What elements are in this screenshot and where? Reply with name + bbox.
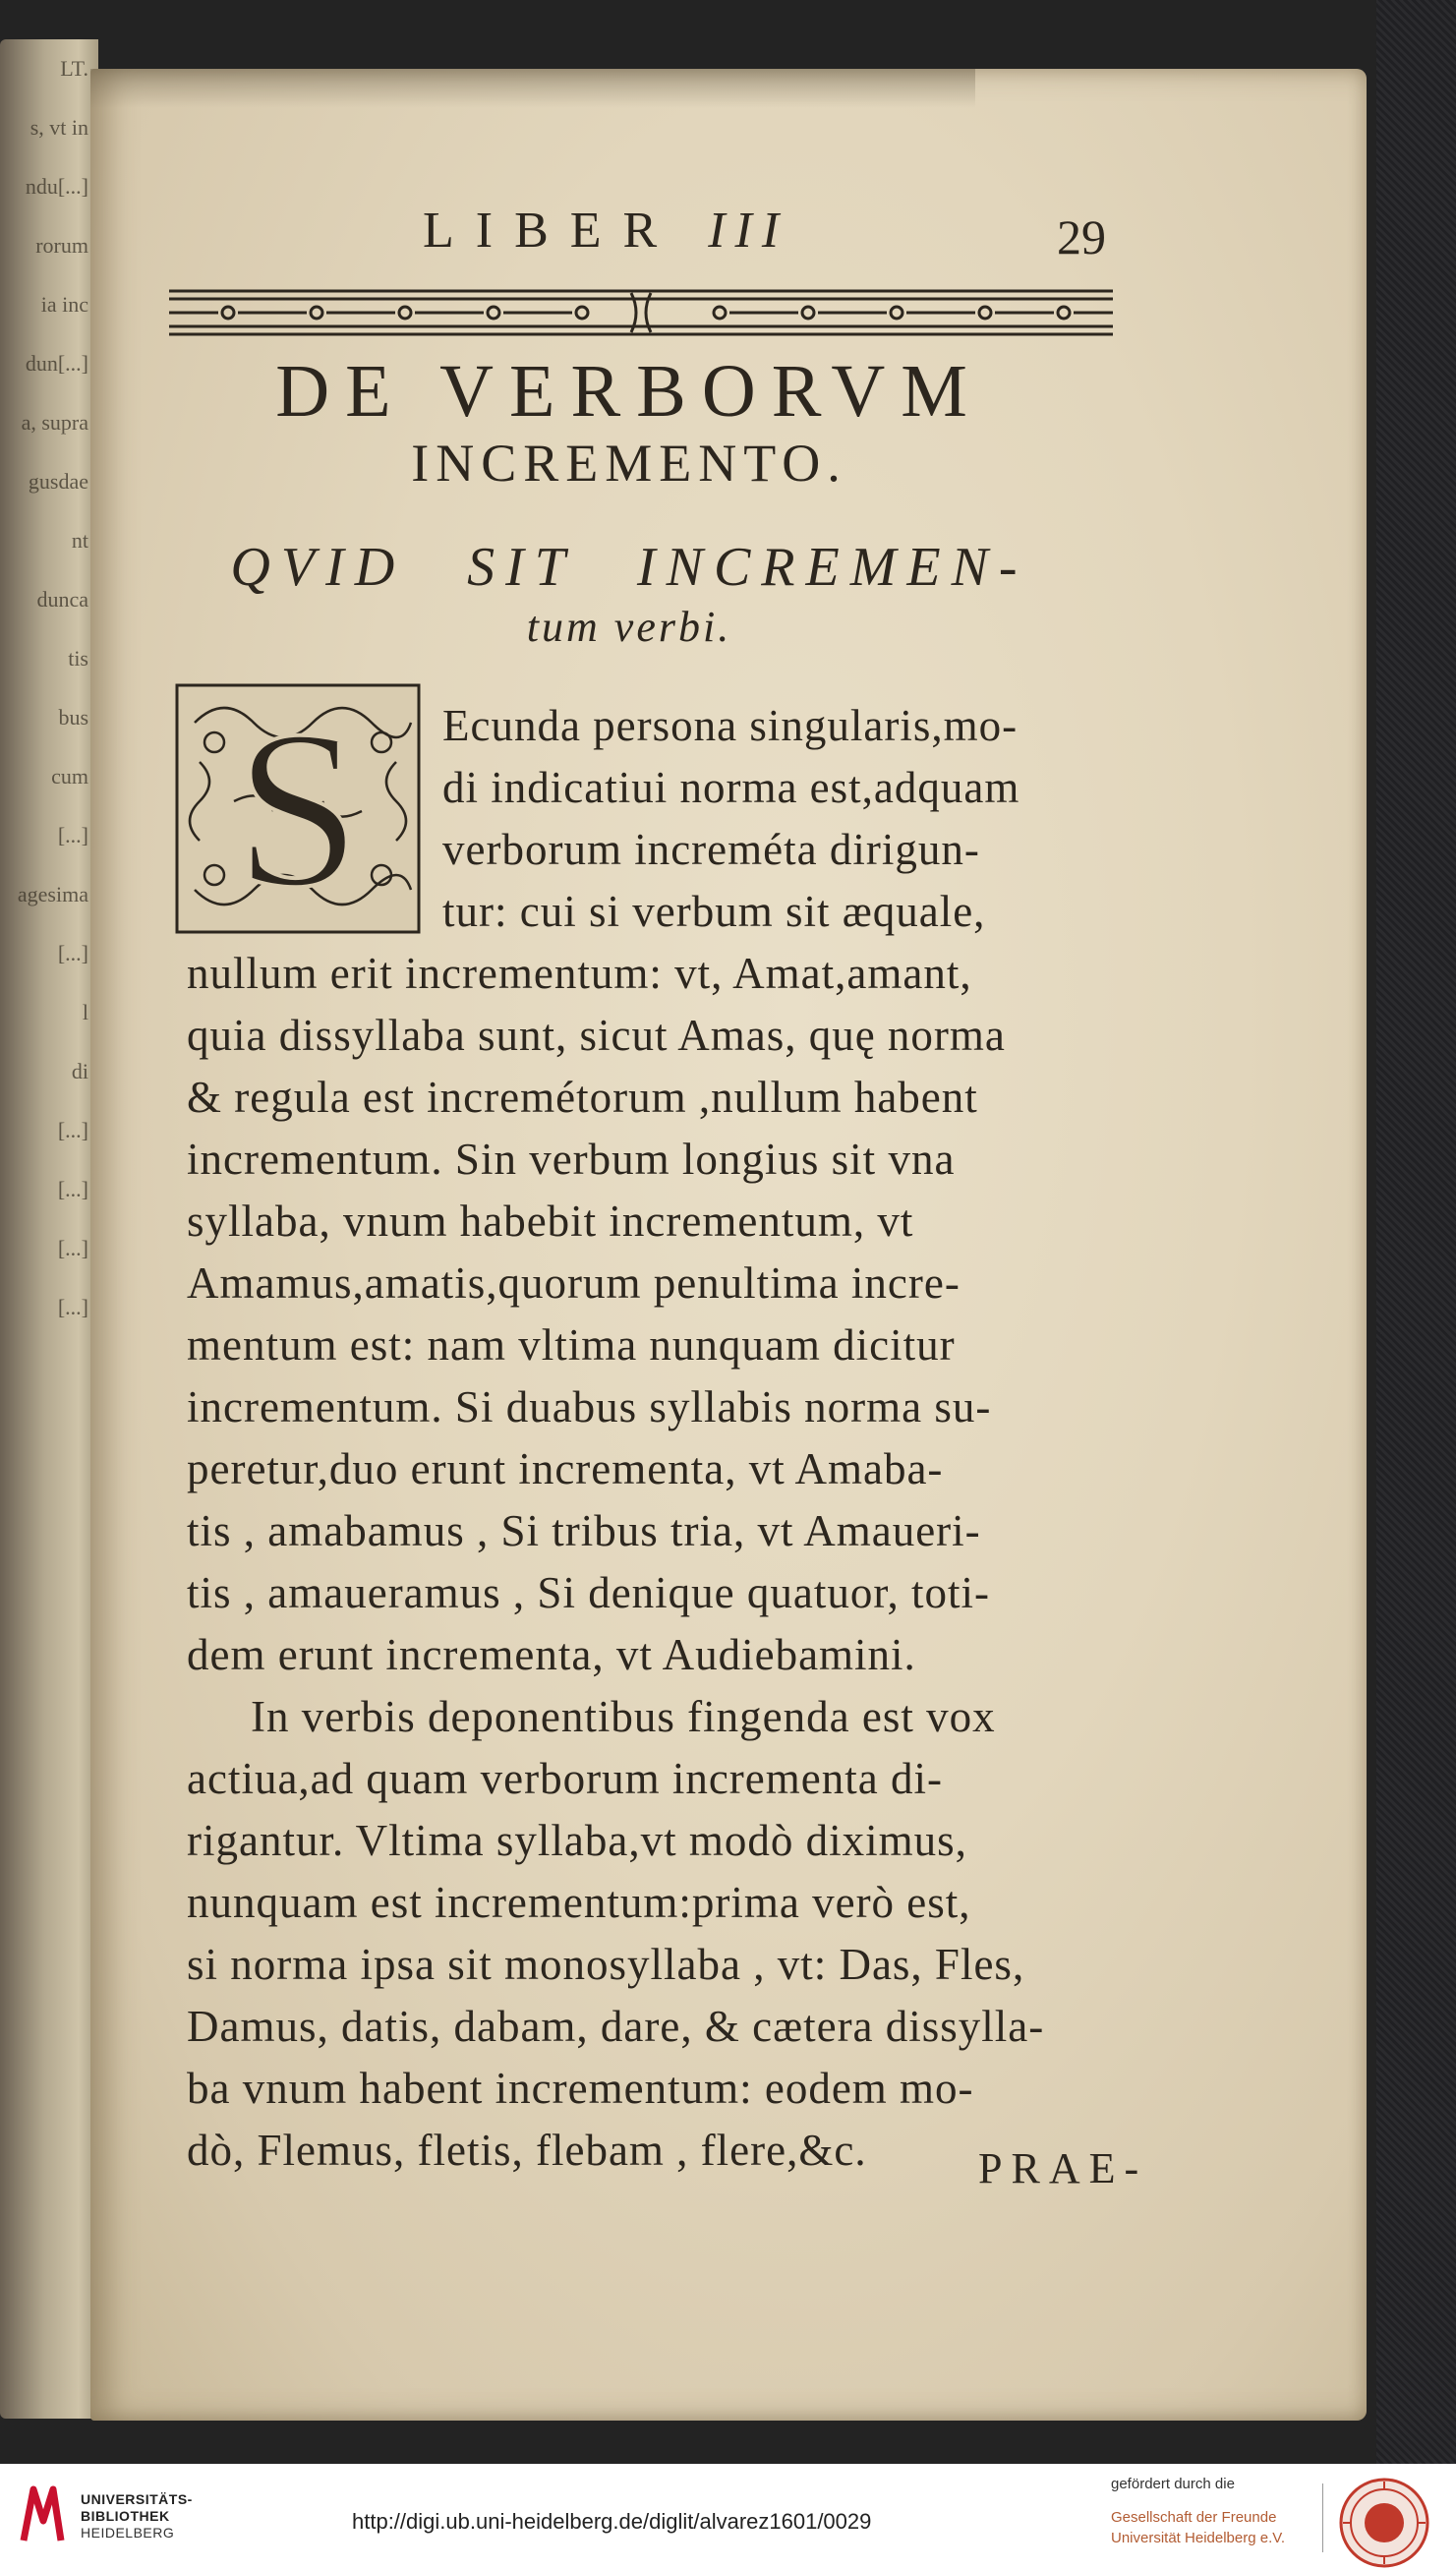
text-line: incrementum. Si duabus syllabis norma su-: [187, 1382, 992, 1431]
running-head-volume: III: [708, 203, 789, 259]
svg-text:S: S: [235, 683, 361, 934]
facing-page-edge: [0, 39, 98, 2419]
section-heading-continued: tum verbi.: [526, 603, 732, 651]
text-line: tis , amaueramus , Si denique quatuor, toti-: [187, 1568, 991, 1617]
sponsor-name-line1: Gesellschaft der Freunde: [1111, 2509, 1277, 2526]
chapter-title-continued: INCREMENTO.: [411, 434, 847, 493]
university-library-logo: [14, 2482, 67, 2552]
funded-by-label: gefördert durch die: [1111, 2476, 1235, 2492]
sponsor-name-line2: Universität Heidelberg e.V.: [1111, 2530, 1286, 2546]
facing-page-fragment: agesima: [17, 882, 88, 906]
facing-page-fragment: gusdae: [28, 469, 88, 494]
facing-page-fragment: [...]: [57, 941, 88, 965]
facing-page-fragment: [...]: [57, 823, 88, 847]
text-line: rigantur. Vltima syllaba,vt modò diximus,: [187, 1816, 967, 1865]
text-line: quia dissyllaba sunt, sicut Amas, quę norma: [187, 1011, 1006, 1060]
facing-page-fragment: l: [82, 1000, 88, 1024]
decorated-initial-s: [175, 683, 421, 934]
text-line: Amamus,amatis,quorum penultima incre-: [187, 1258, 961, 1308]
text-line: Damus, datis, dabam, dare, & cætera dissylla-: [187, 2002, 1045, 2051]
facing-page-fragment: dun[...]: [25, 351, 88, 376]
facing-page-margin-text: [2, 39, 94, 2301]
facing-page-fragment: [...]: [57, 1295, 88, 1319]
facing-page-fragment: dunca: [36, 587, 88, 612]
text-line: actiua,ad quam verborum incrementa di-: [187, 1754, 943, 1803]
text-line: mentum est: nam vltima nunquam dicitur: [187, 1320, 956, 1370]
page-shadow: [90, 69, 975, 108]
chapter-title: DE VERBORVM: [275, 350, 983, 433]
facing-page-fragment: bus: [58, 705, 88, 730]
text-line: & regula est incremétorum ,nullum habent: [187, 1073, 978, 1122]
text-line: dem erunt incrementa, vt Audiebamini.: [187, 1630, 916, 1679]
facing-page-fragment: di: [71, 1059, 88, 1083]
text-line: Ecunda persona singularis,mo-: [442, 701, 1019, 750]
facing-page-fragment: ia inc: [40, 292, 88, 317]
running-head: [423, 202, 788, 260]
text-line: nullum erit incrementum: vt, Amat,amant,: [187, 949, 972, 998]
library-name-line3: HEIDELBERG: [81, 2525, 175, 2541]
text-line: peretur,duo erunt incrementa, vt Amaba-: [187, 1444, 944, 1493]
library-name: [81, 2491, 193, 2541]
text-line: ba vnum habent incrementum: eodem mo-: [187, 2064, 974, 2113]
permalink-url[interactable]: http://digi.ub.uni-heidelberg.de/diglit/alvarez1601/0029: [352, 2509, 872, 2534]
facing-page-fragment: [...]: [57, 1177, 88, 1201]
facing-page-fragment: rorum: [35, 233, 88, 258]
viewer-footer: [0, 2464, 1456, 2570]
text-line: di indicatiui norma est,adquam: [442, 763, 1020, 812]
text-line: tur: cui si verbum sit æquale,: [442, 887, 986, 936]
text-line: syllaba, vnum habebit incrementum, vt: [187, 1197, 914, 1246]
text-line: tis , amabamus , Si tribus tria, vt Amaueri-: [187, 1506, 981, 1555]
library-name-line2: BIBLIOTHEK: [81, 2508, 170, 2524]
library-name-line1: UNIVERSITÄTS-: [81, 2491, 193, 2507]
facing-page-fragment: [...]: [57, 1118, 88, 1142]
text-line: dò, Flemus, fletis, flebam , flere,&c.: [187, 2126, 867, 2175]
facing-page-fragment: [...]: [57, 1236, 88, 1260]
catchword: PRAE-: [978, 2144, 1148, 2192]
running-head-liber: LIBER: [423, 203, 679, 259]
facing-page-fragment: LT.: [60, 56, 88, 81]
facing-page-fragment: a, supra: [21, 410, 88, 435]
facing-page-fragment: nt: [71, 528, 88, 553]
text-line: si norma ipsa sit monosyllaba , vt: Das, Fles,: [187, 1940, 1025, 1989]
ornamental-rule: [169, 285, 1113, 340]
facing-page-fragment: s, vt in: [29, 115, 88, 140]
book-cover-cloth: [1376, 0, 1456, 2464]
sponsor-seal-icon: [1337, 2476, 1431, 2570]
text-line: In verbis deponentibus fingenda est vox: [251, 1692, 996, 1741]
text-line: verborum increméta dirigun-: [442, 825, 980, 874]
section-heading: QVID SIT INCREMEN-: [230, 537, 1028, 598]
page-number: 29: [1057, 209, 1106, 264]
footer-divider: [1322, 2483, 1323, 2552]
facing-page-fragment: cum: [51, 764, 88, 789]
text-line: incrementum. Sin verbum longius sit vna: [187, 1135, 956, 1184]
facing-page-fragment: ndu[...]: [25, 174, 88, 199]
text-line: nunquam est incrementum:prima verò est,: [187, 1878, 971, 1927]
sponsor-name: [1111, 2507, 1285, 2548]
facing-page-fragment: tis: [68, 646, 88, 671]
